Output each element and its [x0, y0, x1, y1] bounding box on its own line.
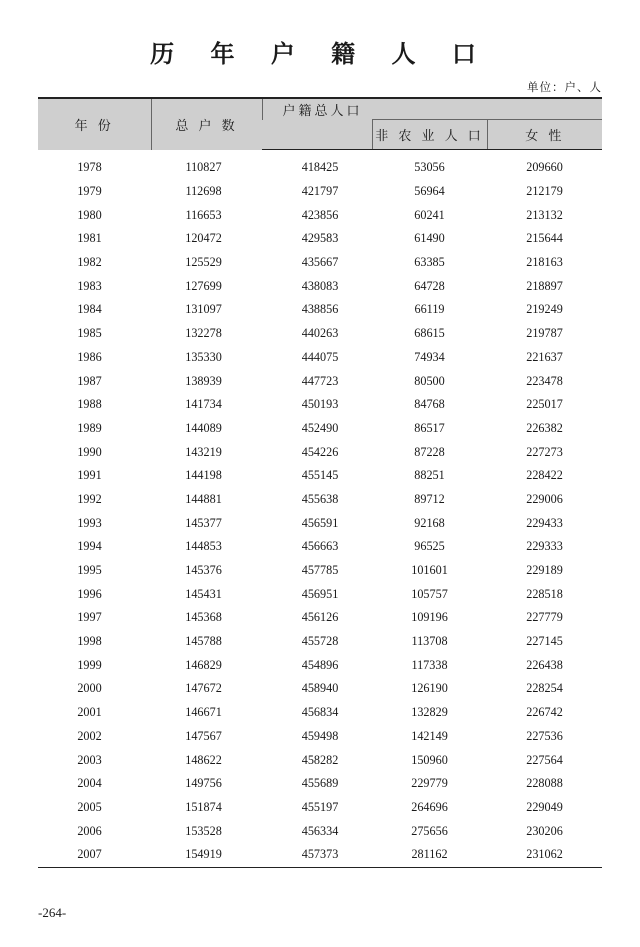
cell-year: 1980: [77, 207, 102, 222]
cell-households: 145376: [185, 563, 222, 578]
table-row: [38, 677, 602, 701]
cell-non-agricultural: 84768: [414, 397, 445, 412]
cell-total: 457785: [301, 563, 339, 578]
cell-households: 144853: [185, 539, 222, 554]
table-row: [38, 748, 602, 772]
cell-year: 1989: [77, 420, 102, 435]
cell-total: 454226: [301, 444, 339, 459]
table-row: [38, 606, 602, 630]
cell-year: 1986: [77, 349, 102, 364]
cell-total: 458940: [301, 681, 339, 696]
cell-total: 438083: [301, 278, 339, 293]
table-row: [38, 772, 602, 796]
cell-female: 223478: [526, 373, 563, 388]
cell-total: 450193: [301, 397, 339, 412]
cell-total: 456663: [301, 539, 339, 554]
cell-total: 458282: [301, 752, 339, 767]
cell-households: 112698: [185, 184, 222, 199]
cell-year: 2001: [77, 705, 102, 720]
table-row: [38, 369, 602, 393]
cell-households: 138939: [185, 373, 222, 388]
cell-female: 215644: [526, 231, 563, 246]
cell-year: 2007: [38, 843, 151, 867]
cell-non-agricultural: 60241: [414, 207, 445, 222]
cell-total: 455638: [301, 491, 339, 506]
cell-non-agricultural: 92168: [414, 515, 445, 530]
table-row: [38, 298, 602, 322]
cell-non-agricultural: 264696: [411, 799, 448, 814]
cell-non-agricultural: 86517: [414, 420, 445, 435]
table-row: [38, 653, 602, 677]
cell-female: 225017: [526, 397, 563, 412]
cell-total: 456126: [301, 610, 339, 625]
cell-non-agricultural: 66119: [414, 302, 445, 317]
table-row: [38, 843, 602, 867]
cell-households: 148622: [185, 752, 222, 767]
cell-total: 435667: [301, 255, 339, 270]
cell-year: 1984: [77, 302, 102, 317]
cell-total: 454896: [301, 657, 339, 672]
cell-female: 219787: [526, 326, 563, 341]
cell-households: 146671: [185, 705, 222, 720]
cell-female: 221637: [526, 349, 563, 364]
cell-female: 219249: [526, 302, 563, 317]
table-row: [38, 796, 602, 820]
cell-total: 423856: [301, 207, 339, 222]
cell-households: 147672: [185, 681, 222, 696]
cell-non-agricultural: 150960: [411, 752, 448, 767]
table-row: [38, 227, 602, 251]
cell-female: 228088: [526, 776, 563, 791]
population-table-container: [38, 97, 602, 868]
cell-year: 1987: [77, 373, 102, 388]
header-registered-total: 户籍总人口: [262, 98, 602, 120]
cell-non-agricultural: 74934: [414, 349, 445, 364]
cell-households: 132278: [185, 326, 222, 341]
cell-female: 227779: [526, 610, 563, 625]
cell-year: 1993: [77, 515, 102, 530]
cell-non-agricultural: 275656: [411, 823, 448, 838]
cell-non-agricultural: 229779: [411, 776, 448, 791]
cell-female: 226382: [526, 420, 563, 435]
cell-year: 2000: [77, 681, 102, 696]
cell-households: 141734: [185, 397, 222, 412]
cell-non-agricultural: 126190: [411, 681, 448, 696]
cell-year: 1978: [77, 160, 102, 175]
cell-non-agricultural: 56964: [414, 184, 445, 199]
header-non-agricultural: 非 农 业 人 口: [372, 120, 487, 150]
cell-total: 444075: [301, 349, 339, 364]
cell-total: 421797: [301, 184, 339, 199]
header-households: 总 户 数: [151, 98, 262, 150]
cell-female: 228254: [526, 681, 563, 696]
cell-female: 227564: [526, 752, 563, 767]
population-table: [38, 97, 602, 868]
table-row: [38, 417, 602, 441]
cell-year: 1988: [77, 397, 102, 412]
cell-households: 144089: [185, 420, 222, 435]
cell-year: 1995: [77, 563, 102, 578]
cell-non-agricultural: 89712: [414, 491, 445, 506]
cell-households: 120472: [185, 231, 222, 246]
cell-households: 144881: [185, 491, 222, 506]
cell-households: 145368: [185, 610, 222, 625]
cell-non-agricultural: 113708: [411, 634, 448, 649]
cell-year: 1997: [77, 610, 102, 625]
cell-total: 459498: [301, 728, 339, 743]
table-row: [38, 203, 602, 227]
cell-non-agricultural: 64728: [414, 278, 445, 293]
cell-households: 135330: [185, 349, 222, 364]
cell-year: 1999: [77, 657, 102, 672]
cell-year: 2002: [77, 728, 102, 743]
cell-female: 218163: [526, 255, 563, 270]
cell-year: 1982: [77, 255, 102, 270]
cell-households: 154919: [151, 843, 262, 867]
cell-total: 456834: [301, 705, 339, 720]
cell-year: 1994: [77, 539, 102, 554]
table-row: [38, 322, 602, 346]
cell-year: 1981: [77, 231, 102, 246]
cell-households: 149756: [185, 776, 222, 791]
cell-female: 213132: [526, 207, 563, 222]
cell-total: 447723: [301, 373, 339, 388]
cell-households: 127699: [185, 278, 222, 293]
cell-year: 2006: [77, 823, 102, 838]
page-number: -264-: [38, 905, 67, 920]
cell-year: 1998: [77, 634, 102, 649]
cell-female: 230206: [526, 823, 563, 838]
cell-households: 146829: [185, 657, 222, 672]
cell-female: 227145: [526, 634, 563, 649]
cell-female: 226438: [526, 657, 563, 672]
table-header: [38, 98, 602, 150]
table-row: [38, 630, 602, 654]
cell-non-agricultural: 88251: [414, 468, 445, 483]
cell-households: 125529: [185, 255, 222, 270]
cell-year: 1979: [77, 184, 102, 199]
cell-households: 151874: [185, 799, 222, 814]
cell-year: 1985: [77, 326, 102, 341]
table-row: [38, 582, 602, 606]
cell-total: 440263: [301, 326, 339, 341]
cell-year: 2004: [77, 776, 102, 791]
table-row: [38, 488, 602, 512]
cell-female: 218897: [526, 278, 563, 293]
cell-non-agricultural: 105757: [411, 586, 448, 601]
cell-female: 226742: [526, 705, 563, 720]
cell-year: 1991: [77, 468, 102, 483]
cell-female: 228422: [526, 468, 563, 483]
cell-non-agricultural: 96525: [414, 539, 445, 554]
cell-year: 1996: [77, 586, 102, 601]
table-row: [38, 251, 602, 275]
cell-total: 418425: [301, 160, 339, 175]
cell-non-agricultural: 281162: [372, 843, 487, 867]
table-row: [38, 559, 602, 583]
header-year: 年 份: [38, 98, 151, 150]
cell-total: 456591: [301, 515, 339, 530]
cell-non-agricultural: 68615: [414, 326, 445, 341]
table-row: [38, 274, 602, 298]
table-row: [38, 701, 602, 725]
table-row: [38, 150, 602, 180]
header-female: 女 性: [487, 120, 602, 150]
cell-female: 231062: [487, 843, 602, 867]
cell-total: 455689: [301, 776, 339, 791]
cell-non-agricultural: 87228: [414, 444, 445, 459]
cell-year: 1983: [77, 278, 102, 293]
table-row: [38, 393, 602, 417]
cell-female: 229333: [526, 539, 563, 554]
cell-non-agricultural: 132829: [411, 705, 448, 720]
cell-total: 455145: [301, 468, 339, 483]
cell-female: 227273: [526, 444, 563, 459]
table-row: [38, 511, 602, 535]
cell-non-agricultural: 117338: [411, 657, 448, 672]
cell-non-agricultural: 53056: [414, 160, 445, 175]
cell-households: 145788: [185, 634, 222, 649]
table-row: [38, 464, 602, 488]
cell-female: 227536: [526, 728, 563, 743]
cell-non-agricultural: 63385: [414, 255, 445, 270]
cell-households: 145377: [185, 515, 222, 530]
page-title: 历 年 户 籍 人 口: [150, 39, 490, 68]
unit-note: 单位：户、人: [527, 80, 602, 94]
cell-non-agricultural: 80500: [414, 373, 445, 388]
cell-female: 209660: [526, 160, 563, 175]
cell-total: 438856: [301, 302, 339, 317]
cell-female: 229189: [526, 563, 563, 578]
header-spacer: [262, 120, 372, 150]
cell-year: 1992: [77, 491, 102, 506]
cell-total: 457373: [262, 843, 372, 867]
cell-non-agricultural: 61490: [414, 231, 445, 246]
cell-non-agricultural: 142149: [411, 728, 448, 743]
cell-households: 153528: [185, 823, 222, 838]
cell-total: 456951: [301, 586, 339, 601]
cell-total: 455728: [301, 634, 339, 649]
table-row: [38, 819, 602, 843]
table-row: [38, 180, 602, 204]
cell-households: 144198: [185, 468, 222, 483]
cell-households: 147567: [185, 728, 222, 743]
cell-non-agricultural: 109196: [411, 610, 448, 625]
table-row: [38, 535, 602, 559]
cell-female: 229433: [526, 515, 563, 530]
cell-total: 455197: [301, 799, 339, 814]
cell-female: 212179: [526, 184, 563, 199]
cell-households: 143219: [185, 444, 222, 459]
cell-total: 456334: [301, 823, 339, 838]
cell-female: 229049: [526, 799, 563, 814]
cell-female: 228518: [526, 586, 563, 601]
cell-households: 110827: [185, 160, 222, 175]
cell-non-agricultural: 101601: [411, 563, 448, 578]
cell-year: 1990: [77, 444, 102, 459]
cell-households: 131097: [185, 302, 222, 317]
cell-total: 429583: [301, 231, 339, 246]
cell-year: 2005: [77, 799, 102, 814]
cell-total: 452490: [301, 420, 339, 435]
table-body: [38, 150, 602, 868]
cell-year: 2003: [77, 752, 102, 767]
cell-households: 116653: [185, 207, 222, 222]
table-row: [38, 346, 602, 370]
table-row: [38, 440, 602, 464]
cell-female: 229006: [526, 491, 563, 506]
table-row: [38, 725, 602, 749]
cell-households: 145431: [185, 586, 222, 601]
